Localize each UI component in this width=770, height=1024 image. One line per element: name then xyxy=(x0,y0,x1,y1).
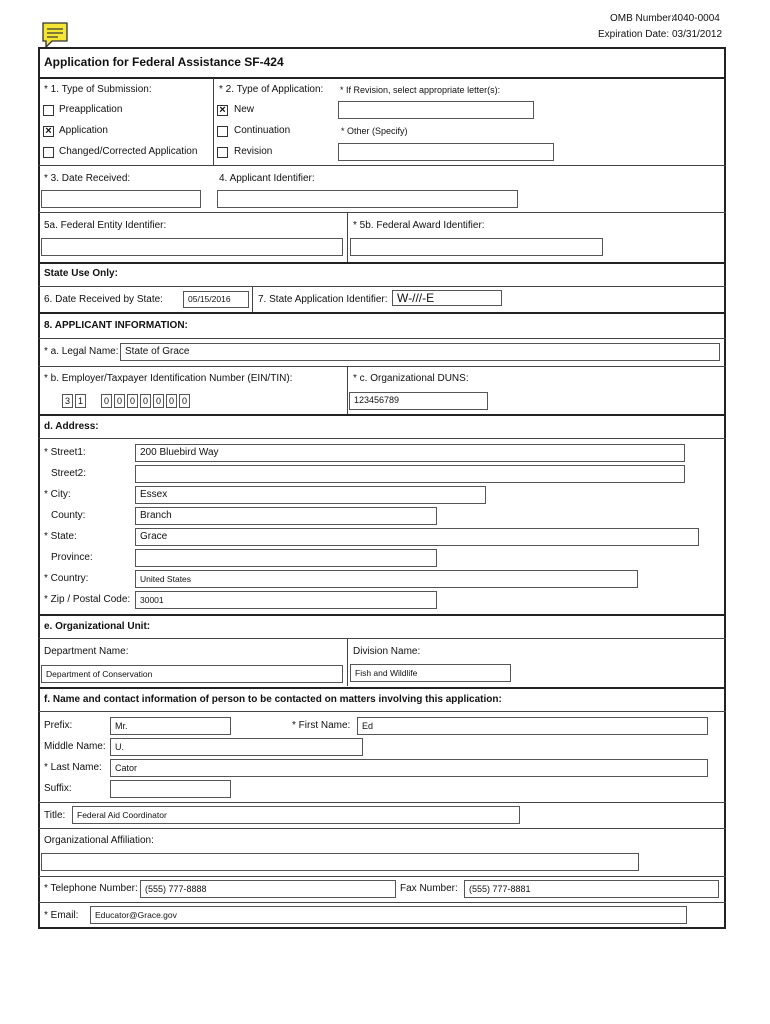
omb-number-label: OMB Number: xyxy=(610,13,674,24)
preapplication-label: Preapplication xyxy=(59,104,123,115)
prefix-label: Prefix: xyxy=(44,720,73,731)
department-name-field[interactable]: Department of Conservation xyxy=(41,665,343,683)
division-name-field[interactable]: Fish and Wildlife xyxy=(350,664,511,682)
middle-name-label: Middle Name: xyxy=(44,741,106,752)
ein-digit[interactable]: 1 xyxy=(75,394,86,408)
omb-number-value: 4040-0004 xyxy=(672,13,720,24)
federal-award-field[interactable] xyxy=(350,238,603,256)
province-label: Province: xyxy=(51,552,93,563)
date-received-label: * 3. Date Received: xyxy=(44,173,131,184)
new-checkbox[interactable]: × xyxy=(217,105,228,116)
ein-digit[interactable]: 0 xyxy=(114,394,125,408)
state-field[interactable]: Grace xyxy=(135,528,699,546)
org-affiliation-field[interactable] xyxy=(41,853,639,871)
revision-letter-label: * If Revision, select appropriate letter(s): xyxy=(340,85,501,95)
expiration-value: 03/31/2012 xyxy=(672,29,723,40)
country-label: * Country: xyxy=(44,573,89,584)
ein-digit[interactable]: 0 xyxy=(179,394,190,408)
revision-letter-field[interactable] xyxy=(338,101,534,119)
contact-heading: f. Name and contact information of person to be contacted on matters involving this application: xyxy=(44,694,502,705)
form-title: Application for Federal Assistance SF-424 xyxy=(44,55,284,69)
province-field[interactable] xyxy=(135,549,437,567)
continuation-checkbox[interactable] xyxy=(217,126,228,137)
org-affiliation-label: Organizational Affiliation: xyxy=(44,835,154,846)
expiration-label: Expiration Date: xyxy=(598,29,670,40)
other-specify-label: * Other (Specify) xyxy=(341,126,408,136)
ein-label: * b. Employer/Taxpayer Identification Number (EIN/TIN): xyxy=(44,373,293,384)
applicant-identifier-field[interactable] xyxy=(217,190,518,208)
telephone-field[interactable]: (555) 777-8888 xyxy=(140,880,396,898)
applicant-identifier-label: 4. Applicant Identifier: xyxy=(219,173,315,184)
ein-digit[interactable]: 0 xyxy=(153,394,164,408)
state-app-id-field[interactable]: W-///-E xyxy=(392,290,502,306)
application-label: Application xyxy=(59,125,108,136)
federal-entity-label: 5a. Federal Entity Identifier: xyxy=(44,220,167,231)
note-icon[interactable] xyxy=(40,20,70,50)
new-label: New xyxy=(234,104,255,115)
email-field[interactable]: Educator@Grace.gov xyxy=(90,906,687,924)
ein-digit[interactable]: 0 xyxy=(140,394,151,408)
state-label: * State: xyxy=(44,531,77,542)
ein-digit[interactable]: 0 xyxy=(166,394,177,408)
zip-field[interactable]: 30001 xyxy=(135,591,437,609)
city-field[interactable]: Essex xyxy=(135,486,486,504)
street1-field[interactable]: 200 Bluebird Way xyxy=(135,444,685,462)
federal-award-label: * 5b. Federal Award Identifier: xyxy=(353,220,485,231)
middle-name-field[interactable]: U. xyxy=(110,738,363,756)
prefix-field[interactable]: Mr. xyxy=(110,717,231,735)
date-received-state-field[interactable]: 05/15/2016 xyxy=(183,291,249,308)
title-label: Title: xyxy=(44,810,66,821)
city-label: * City: xyxy=(44,489,71,500)
title-field[interactable]: Federal Aid Coordinator xyxy=(72,806,520,824)
last-name-field[interactable]: Cator xyxy=(110,759,708,777)
state-app-id-label: 7. State Application Identifier: xyxy=(258,294,388,305)
telephone-label: * Telephone Number: xyxy=(44,883,138,894)
date-received-field[interactable] xyxy=(41,190,201,208)
date-received-state-label: 6. Date Received by State: xyxy=(44,294,163,305)
street2-field[interactable] xyxy=(135,465,685,483)
ein-digit[interactable]: 0 xyxy=(101,394,112,408)
first-name-field[interactable]: Ed xyxy=(357,717,708,735)
fax-label: Fax Number: xyxy=(400,883,458,894)
application-checkbox[interactable]: × xyxy=(43,126,54,137)
ein-digit[interactable]: 3 xyxy=(62,394,73,408)
ein-digit[interactable]: 0 xyxy=(127,394,138,408)
last-name-label: * Last Name: xyxy=(44,762,102,773)
legal-name-field[interactable]: State of Grace xyxy=(120,343,720,361)
address-heading: d. Address: xyxy=(44,421,99,432)
duns-field[interactable]: 123456789 xyxy=(349,392,488,410)
suffix-label: Suffix: xyxy=(44,783,72,794)
street1-label: * Street1: xyxy=(44,447,86,458)
first-name-label: * First Name: xyxy=(292,720,351,731)
fax-field[interactable]: (555) 777-8881 xyxy=(464,880,719,898)
division-name-label: Division Name: xyxy=(353,646,421,657)
changed-application-checkbox[interactable] xyxy=(43,147,54,158)
county-label: County: xyxy=(51,510,86,521)
county-field[interactable]: Branch xyxy=(135,507,437,525)
suffix-field[interactable] xyxy=(110,780,231,798)
submission-type-label: * 1. Type of Submission: xyxy=(44,84,152,95)
country-field[interactable]: United States xyxy=(135,570,638,588)
duns-label: * c. Organizational DUNS: xyxy=(353,373,469,384)
street2-label: Street2: xyxy=(51,468,87,479)
application-type-label: * 2. Type of Application: xyxy=(219,84,324,95)
revision-checkbox[interactable] xyxy=(217,147,228,158)
continuation-label: Continuation xyxy=(234,125,291,136)
zip-label: * Zip / Postal Code: xyxy=(44,594,131,605)
revision-label: Revision xyxy=(234,146,273,157)
org-unit-heading: e. Organizational Unit: xyxy=(44,621,151,632)
changed-application-label: Changed/Corrected Application xyxy=(59,146,198,157)
department-name-label: Department Name: xyxy=(44,646,129,657)
legal-name-label: * a. Legal Name: xyxy=(44,346,119,357)
preapplication-checkbox[interactable] xyxy=(43,105,54,116)
email-label: * Email: xyxy=(44,910,79,921)
federal-entity-field[interactable] xyxy=(41,238,343,256)
other-specify-field[interactable] xyxy=(338,143,554,161)
state-use-heading: State Use Only: xyxy=(44,268,118,279)
applicant-info-heading: 8. APPLICANT INFORMATION: xyxy=(44,320,188,331)
